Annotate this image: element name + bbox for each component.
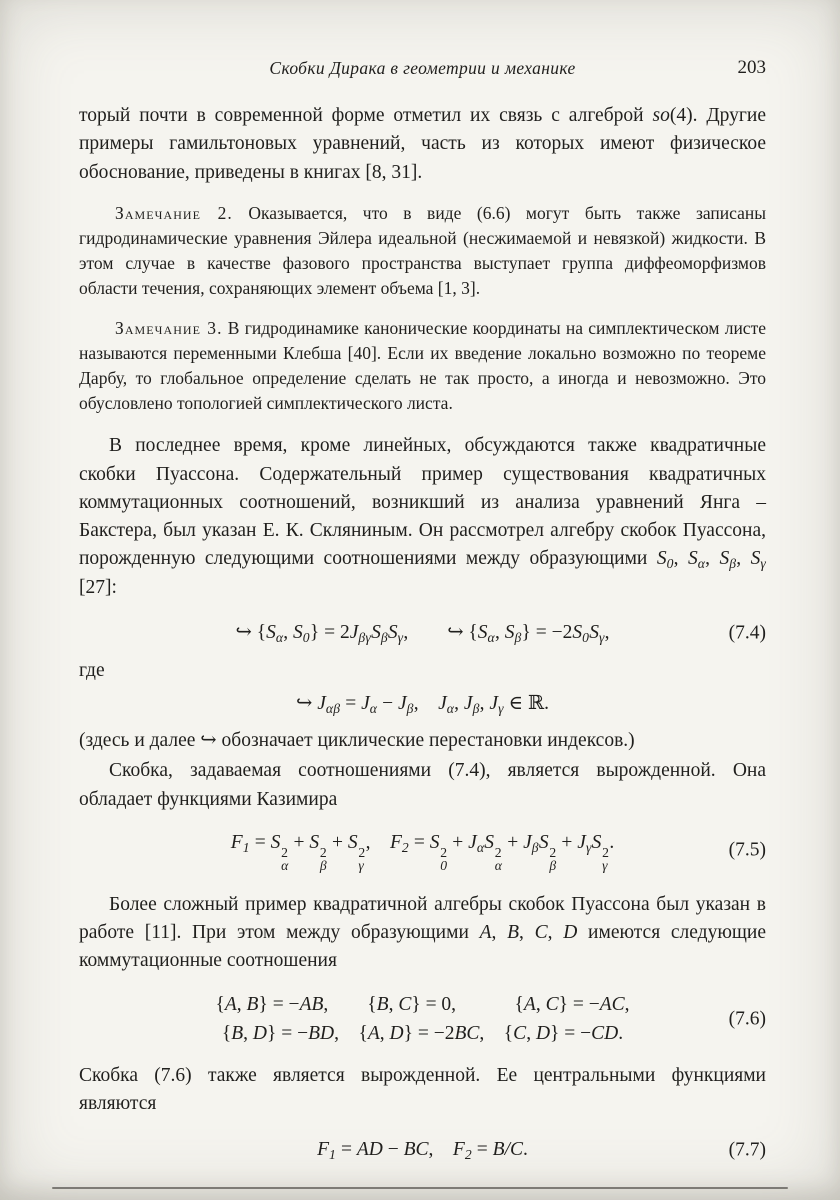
equation-label-7-4: (7.4) — [728, 622, 766, 644]
equation-j-relation-body: ↪ Jαβ = Jα − Jβ, Jα, Jβ, Jγ ∈ ℝ. — [296, 692, 549, 716]
equation-7-7-body: F1 = AD − BC, F2 = B/C. — [317, 1138, 528, 1162]
equation-7-5-body: F1 = S 2 α + S 2 β + S 2 γ , F2 = S 2 0 + JαS 2 α + JβS 2 β + JγS 2 γ . — [230, 831, 615, 873]
paragraph-abcd-algebra: Более сложный пример квадратичной алгебры скобок Пуассона был указан в работе [11]. При этом между образующими A, B, C, D имеются следующие коммутационные соотношения — [79, 893, 767, 972]
running-title: Скобки Дирака в геометрии и механике — [269, 58, 576, 78]
page-header — [79, 58, 766, 86]
equation-label-7-5: (7.5) — [728, 839, 766, 861]
equation-7-7 — [79, 1135, 766, 1165]
equation-7-4-body: ↪ {Sα, S0} = 2JβγSβSγ, ↪ {Sα, Sβ} = −2S0Sγ, — [235, 622, 610, 646]
paragraph-continuation: торый почти в современной форме отметил их связь с алгеброй so(4). Другие примеры гамильтоновых уравнений, часть из которых имеют физическое обоснование, приведены в книгах [8, 31]. — [79, 105, 766, 183]
remark-2: Замечание 2. Оказывается, что в виде (6.6) могут быть также записаны гидродинамические уравнения Эйлера идеальной (несжимаемой и невязкой) жидкости. В этом случае в качестве фазового пространства выступает группа диффеоморфизмов области течения, сохраняющих элемент объема [1, 3]. — [79, 202, 766, 299]
equation-7-6-line1: {A, B} = −AB, {B, C} = 0, {A, C} = −AC, — [215, 993, 630, 1015]
equation-j-relation — [79, 689, 766, 719]
equation-label-7-7: (7.7) — [728, 1139, 766, 1161]
equation-7-5 — [79, 828, 766, 873]
paragraph-central-functions: Скобка (7.6) также является вырожденной. Ее центральными функциями являются — [79, 1065, 766, 1115]
remark-3: Замечание 3. В гидродинамике канонические координаты на симплектическом листе называются переменными Клебша [40]. Если их введение локально возможно по теореме Дарбу, то глобальное определение сделать не так просто, а иногда и невозможно. Это обусловлено топологией симплектического листа. — [79, 317, 766, 414]
scan-edge-line — [52, 1187, 788, 1189]
page-number: 203 — [737, 57, 766, 78]
paragraph-casimir: Скобка, задаваемая соотношениями (7.4), является вырожденной. Она обладает функциями Казимира — [79, 760, 766, 810]
equation-7-6 — [79, 990, 766, 1049]
equation-label-7-6: (7.6) — [728, 1008, 766, 1030]
note-cyclic-permutations: (здесь и далее ↪ обозначает циклические перестановки индексов.) — [79, 730, 635, 752]
equation-7-6-line2: {B, D} = −BD, {A, D} = −2BC, {C, D} = −CD. — [221, 1022, 624, 1044]
equation-7-4 — [79, 618, 766, 648]
word-gde: где — [79, 659, 105, 681]
page-content — [79, 58, 766, 1165]
paragraph-quadratic-brackets: В последнее время, кроме линейных, обсуждаются также квадратичные скобки Пуассона. Содержательный пример существования квадратичных коммутационных соотношений, возникший из анализа уравнений Янга – Бакстера, был указан Е. К. Скляниным. Он рассмотрел алгебру скобок Пуассона, порожденную следующими соотношениями между образующими S0, Sα, Sβ, Sγ [27]: — [79, 435, 767, 598]
